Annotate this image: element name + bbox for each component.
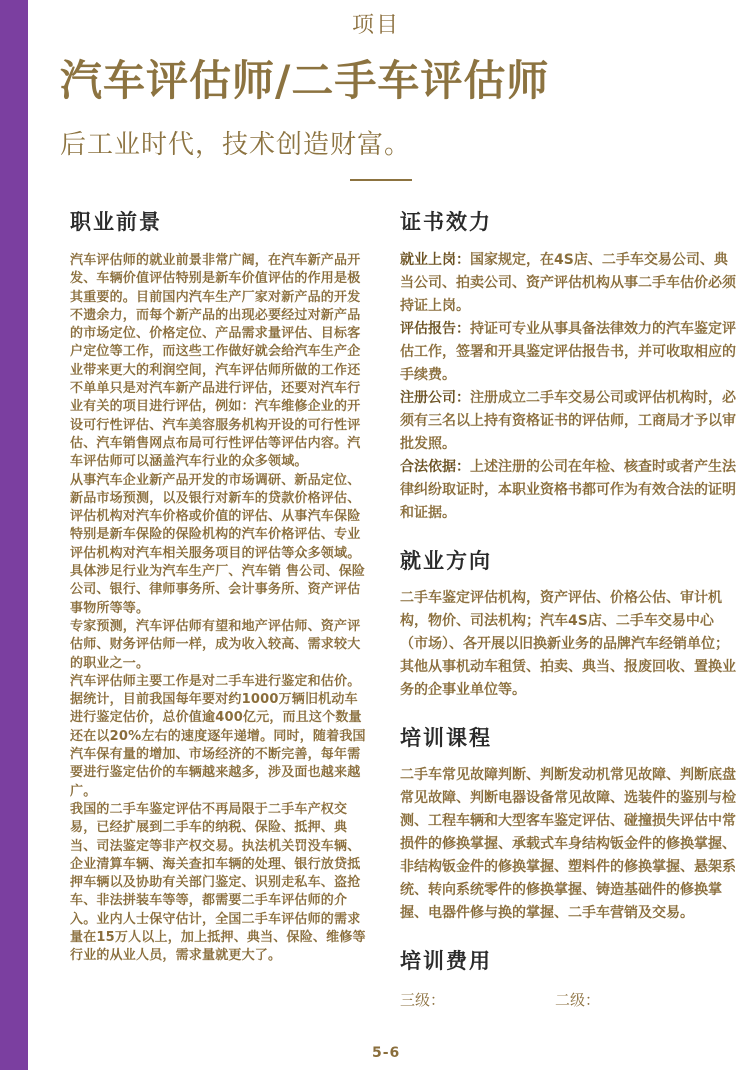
certificate-text: 持证可专业从事具备法律效力的汽车鉴定评估工作，签署和开具鉴定评估报告书，并可收取相应的手续费。	[400, 321, 736, 383]
training-section	[400, 722, 740, 925]
certificate-term: 注册公司：	[400, 390, 470, 406]
slogan: 后工业时代，技术创造财富。	[60, 130, 412, 160]
right-column	[400, 206, 740, 1010]
career-paragraph: 我国的二手车鉴定评估不再局限于二手车产权交易，已经扩展到二手车的纳税、保险、抵押、典当、司法鉴定等非产权交易。执法机关罚没车辆、企业清算车辆、海关查扣车辆的处理、银行放贷抵押车辆以及协助有关部门鉴定、识别走私车、盗抢车、非法拼装车等等，都需要二手车评估师的介入。业内人士保守估计，全国二手车评估师的需求量在15万人以上，加上抵押、典当、保险、维修等行业的从业人员，需求量就更大了。	[70, 801, 366, 964]
certificate-term: 就业上岗：	[400, 252, 470, 268]
training-text: 二手车常见故障判断、判断发动机常见故障、判断底盘常见故障、判断电器设备常见故障、选装件的鉴别与检测、工程车辆和大型客车鉴定评估、碰撞损失评估中常损件的修换掌握、承载式车身结构钣金件的修换掌握、非结构钣金件的修换掌握、塑料件的修换掌握、悬架系统、转向系统零件的修换掌握、铸造基础件的修换掌握、电器件修与换的掌握、二手车营销及交易。	[400, 767, 736, 921]
certificate-item	[400, 456, 740, 525]
side-accent-bar	[0, 0, 28, 1070]
certificate-body	[400, 249, 740, 525]
title-divider	[350, 179, 412, 181]
career-paragraph: 专家预测，汽车评估师有望和地产评估师、资产评估师、财务评估师一样，成为收入较高、需求较大的职业之一。	[70, 618, 361, 671]
fee-row	[400, 989, 740, 1010]
career-heading: 职业前景	[70, 210, 162, 234]
fees-section	[400, 945, 740, 1010]
fee-level3: 三级：	[400, 991, 446, 1009]
training-heading: 培训课程	[400, 726, 492, 750]
certificate-item	[400, 387, 740, 456]
employment-text: 二手车鉴定评估机构，资产评估、价格公估、审计机构，物价、司法机构；汽车4S店、二手车交易中心（市场）、各开展以旧换新业务的品牌汽车经销单位；其他从事机动车租赁、拍卖、典当、报废回收、置换业务的企事业单位等。	[400, 590, 736, 698]
certificate-term: 合法依据：	[400, 459, 470, 475]
certificate-item	[400, 318, 740, 387]
certificate-term: 评估报告：	[400, 321, 470, 337]
career-paragraph: 从事汽车企业新产品开发的市场调研、新品定位、新品市场预测，以及银行对新车的贷款价格评估、评估机构对汽车价格或价值的评估、从事汽车保险特别是新车保险的保险机构的汽车价格评估、专业评估机构对汽车相关服务项目的评估等众多领域。具体涉足行业为汽车生产厂、汽车销 售公司、保险公司、银行、律师事务所、会计事务所、资产评估事物所等等。	[70, 472, 366, 616]
page-title: 汽车评估师/二手车评估师	[60, 56, 550, 105]
certificate-text: 注册成立二手车交易公司或评估机构时，必须有三名以上持有资格证书的评估师，工商局才予以审批发照。	[400, 390, 736, 452]
certificate-heading: 证书效力	[400, 210, 492, 234]
page-label: 项目	[352, 13, 401, 38]
certificate-text: 上述注册的公司在年检、核查时或者产生法律纠纷取证时，本职业资格书都可作为有效合法的证明和证据。	[400, 459, 736, 521]
fee-level2: 二级：	[555, 991, 601, 1009]
certificate-section	[400, 206, 740, 525]
certificate-text: 国家规定，在4S店、二手车交易公司、典当公司、拍卖公司、资产评估机构从事二手车估价必须持证上岗。	[400, 252, 736, 314]
employment-section	[400, 545, 740, 702]
career-section	[70, 206, 370, 966]
career-paragraph: 汽车评估师的就业前景非常广阔，在汽车新产品开发、车辆价值评估特别是新车价值评估的作用是极其重要的。目前国内汽车生产厂家对新产品的开发不遗余力，而每个新产品的出现必要经过对新产品的市场定位、价格定位、产品需求量评估、目标客户定位等工作，而这些工作做好就会给汽车生产企业带来更大的利润空间，汽车评估师所做的工作还不单单只是对汽车新产品进行评估，还要对汽车行业有关的项目进行评估，例如：汽车维修企业的开设可行性评估、汽车美容服务机构开设的可行性评估、汽车销售网点布局可行性评估等评估内容。汽车评估师可以涵盖汽车行业的众多领域。	[70, 253, 361, 470]
fees-heading: 培训费用	[400, 949, 492, 973]
career-body	[70, 252, 370, 966]
career-paragraph: 汽车评估师主要工作是对二手车进行鉴定和估价。据统计，目前我国每年要对约1000万辆旧机动车进行鉴定估价，总价值逾400亿元，而且这个数量还在以20%左右的速度逐年递增。同时，随着我国汽车保有量的增加、市场经济的不断完善，每年需要进行鉴定估价的车辆越来越多，涉及面也越来越广。	[70, 673, 366, 799]
certificate-item	[400, 249, 740, 318]
employment-heading: 就业方向	[400, 549, 492, 573]
page-number: 5-6	[372, 1045, 401, 1061]
